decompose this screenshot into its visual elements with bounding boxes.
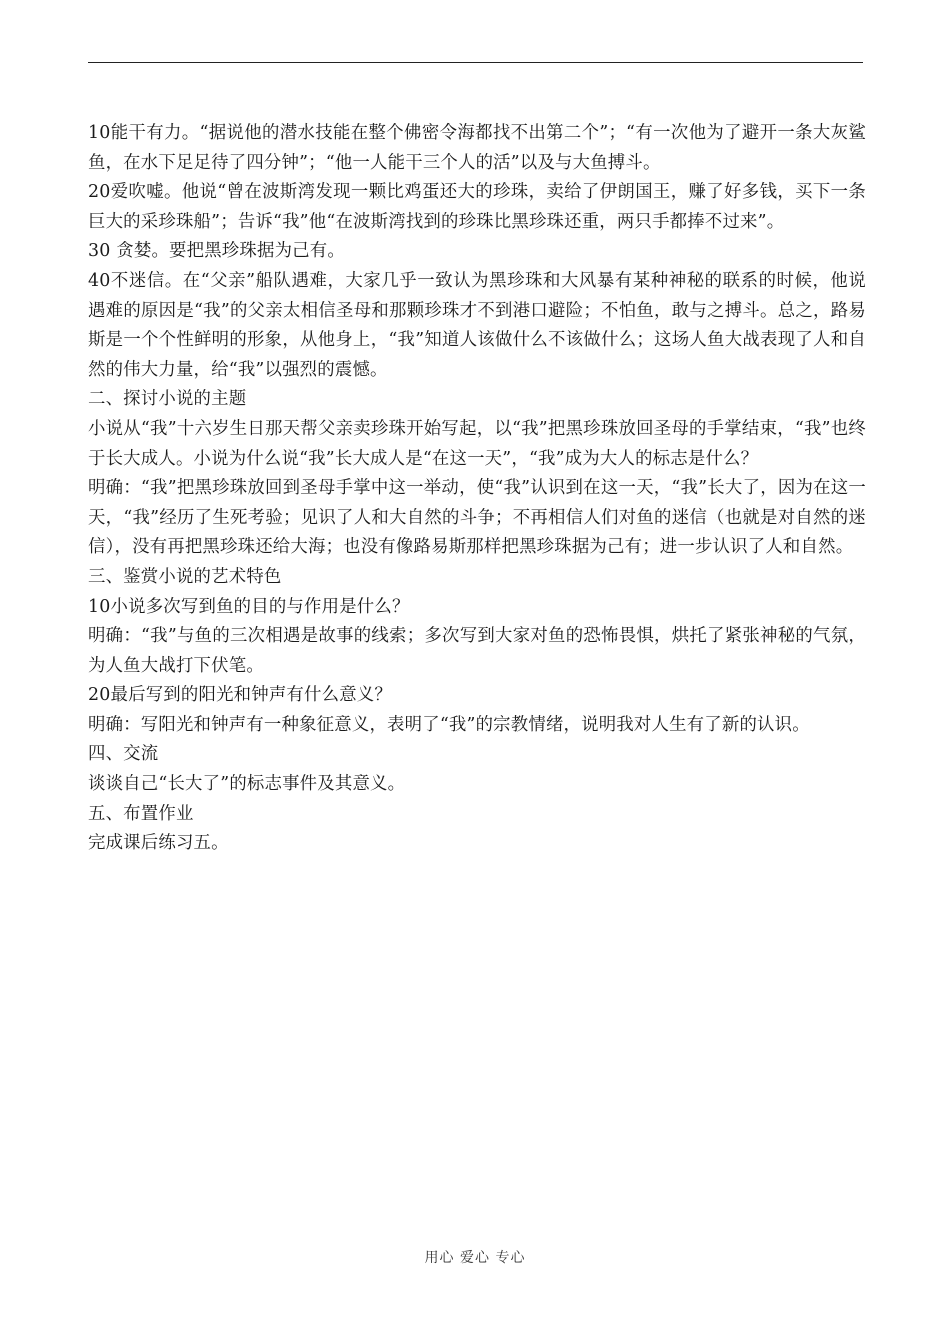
document-body [88,119,866,859]
paragraph-trait-not-superstitious: 40不迷信。在“父亲”船队遇难，大家几乎一致认为黑珍珠和大风暴有某种神秘的联系的时候，他说遇难的原因是“我”的父亲太相信圣母和那颗珍珠才不到港口避险；不怕鱼，敢与之搏斗。总之，路易斯是一个个性鲜明的形象，从他身上，“我”知道人该做什么不该做什么；这场人鱼大战表现了人和自然的伟大力量，给“我”以强烈的震憾。 [88,270,866,380]
paragraph-homework: 完成课后练习五。 [88,833,229,854]
section-heading-homework: 五、布置作业 [88,803,194,824]
paragraph-theme-question: 小说从“我”十六岁生日那天帮父亲卖珍珠开始写起，以“我”把黑珍珠放回圣母的手掌结束，“我”也终于长大成人。小说为什么说“我”长大成人是“在这一天”，“我”成为大人的标志是什么？ [88,418,866,469]
paragraph-trait-greedy: 30 贪婪。要把黑珍珠据为己有。 [88,241,345,262]
section-heading-art: 三、鉴赏小说的艺术特色 [88,566,282,587]
section-heading-theme: 二、探讨小说的主题 [88,389,247,410]
paragraph-theme-answer: 明确：“我”把黑珍珠放回到圣母手掌中这一举动，使“我”认识到在这一天，“我”长大了，因为在这一天，“我”经历了生死考验；见识了人和大自然的斗争；不再相信人们对鱼的迷信（也就是对自然的迷信），没有再把黑珍珠还给大海；也没有像路易斯那样把黑珍珠据为己有；进一步认识了人和自然。 [88,478,866,558]
section-heading-exchange: 四、交流 [88,744,159,765]
paragraph-sunlight-question: 20最后写到的阳光和钟声有什么意义？ [88,685,392,706]
page-footer: 用心 爱心 专心 [424,1250,526,1266]
paragraph-exchange: 谈谈自己“长大了”的标志事件及其意义。 [88,774,406,795]
paragraph-trait-strong: 10能干有力。“据说他的潜水技能在整个佛密令海都找不出第二个”；“有一次他为了避开一条大灰鲨鱼，在水下足足待了四分钟”；“他一人能干三个人的活”以及与大鱼搏斗。 [88,123,866,173]
paragraph-fish-answer: 明确：“我”与鱼的三次相遇是故事的线索；多次写到大家对鱼的恐怖畏惧，烘托了紧张神秘的气氛，为人鱼大战打下伏笔。 [88,626,866,676]
paragraph-fish-question: 10小说多次写到鱼的目的与作用是什么？ [88,596,410,617]
header-rule [88,62,863,63]
paragraph-sunlight-answer: 明确：写阳光和钟声有一种象征意义，表明了“我”的宗教情绪，说明我对人生有了新的认识。 [88,714,810,735]
paragraph-trait-boastful: 20爱吹嘘。他说“曾在波斯湾发现一颗比鸡蛋还大的珍珠，卖给了伊朗国王，赚了好多钱，买下一条巨大的采珍珠船”；告诉“我”他“在波斯湾找到的珍珠比黑珍珠还重，两只手都捧不过来”。 [88,182,866,232]
